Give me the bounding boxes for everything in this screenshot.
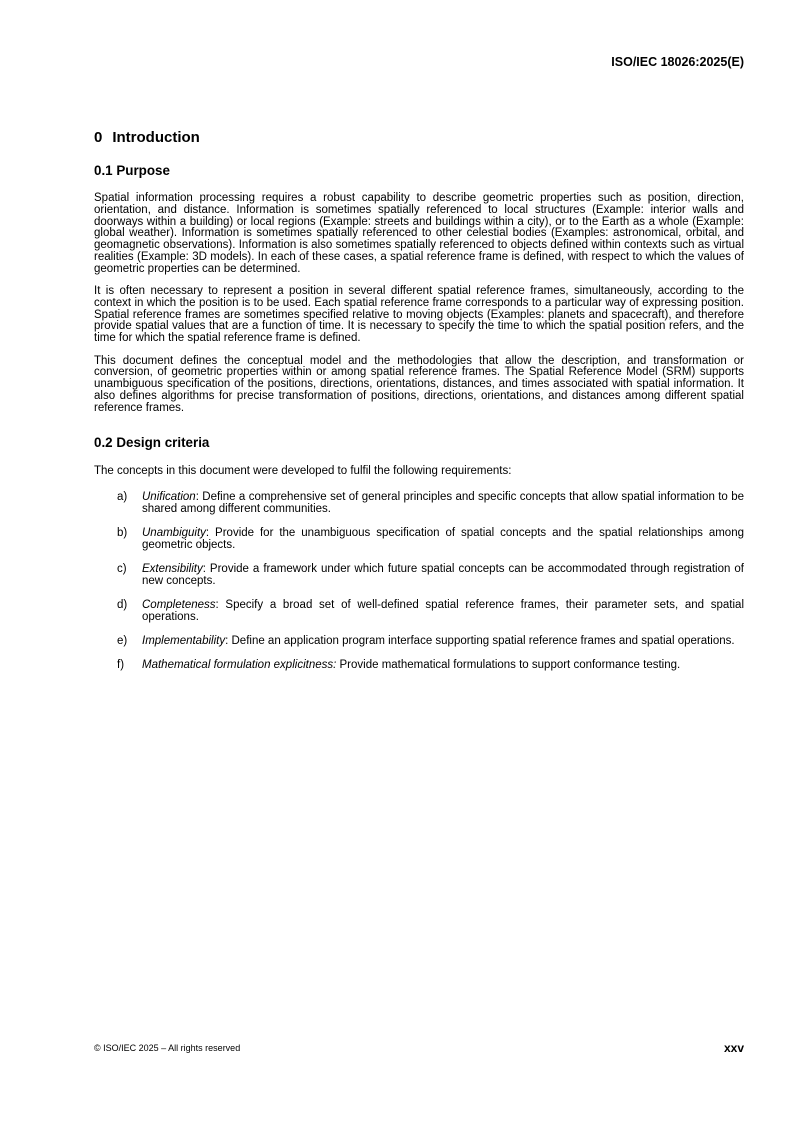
list-item: b) Unambiguity: Provide for the unambiguous specification of spatial concepts and the spatial relationships among geometric objects.	[117, 527, 744, 551]
page-number: xxv	[723, 1041, 744, 1055]
list-marker: c)	[117, 563, 127, 576]
criterion-term: Implementability	[142, 634, 226, 647]
criterion-text: Provide a framework under which future spatial concepts can be accommodated through registration of new concepts.	[142, 563, 744, 587]
criterion-text: Define an application program interface supporting spatial reference frames and spatial operations.	[228, 634, 735, 647]
list-marker: e)	[117, 634, 128, 647]
list-marker: f)	[117, 659, 125, 672]
purpose-paragraph-1: Spatial information processing requires a robust capability to describe geometric properties such as position, direction, orientation, and distance. Information is sometimes spatially referenced to local structures (Example: interior walls and doorways within a building) or local regions (Example: streets and buildings within a city), or to the Earth as a whole (Example: global weather). Information is sometimes spatially referenced to other celestial bodies (Examples: astronomical, orbital, and geomagnetic observations). Information is also sometimes spatially referenced to objects defined within contexts such as virtual realities (Example: 3D models). In each of these cases, a spatial reference frame is defined, with respect to which the values of geometric properties can be determined.	[94, 192, 744, 275]
subsection-title-purpose: 0.1 Purpose	[94, 163, 170, 178]
section-title-text: Introduction	[112, 129, 200, 146]
list-marker: d)	[117, 599, 128, 611]
section-number: 0	[94, 129, 103, 146]
copyright-notice: © ISO/IEC 2025 – All rights reserved	[94, 1043, 241, 1053]
list-item: d) Completeness: Specify a broad set of well-defined spatial reference frames, their parameter sets, and spatial operations.	[117, 599, 744, 623]
design-criteria-list	[94, 492, 744, 672]
design-criteria-intro: The concepts in this document were developed to fulfil the following requirements:	[94, 465, 512, 478]
page-content	[94, 128, 744, 684]
subsection-title-design-criteria: 0.2 Design criteria	[94, 435, 210, 451]
list-marker: a)	[117, 491, 128, 504]
criterion-text: Provide mathematical formulations to support conformance testing.	[336, 659, 681, 672]
purpose-paragraph-2: It is often necessary to represent a position in several different spatial reference frames, simultaneously, according to the context in which the position is to be used. Each spatial reference frame corresponds to a particular way of expressing position. Spatial reference frames are sometimes specified relative to moving objects (Examples: planets and spacecraft), and therefore provide spatial values that are a function of time. It is necessary to specify the time to which the spatial position refers, and the time for which the spatial reference frame is defined.	[94, 285, 744, 345]
criterion-text: Provide for the unambiguous specification of spatial concepts and the spatial relationships among geometric objects.	[142, 527, 744, 551]
list-item: a) Unification: Define a comprehensive set of general principles and specific concepts that allow spatial information to be shared among different communities.	[117, 491, 744, 515]
criterion-text: Define a comprehensive set of general principles and specific concepts that allow spatial information to be shared among different communities.	[142, 491, 744, 515]
document-id: ISO/IEC 18026:2025(E)	[611, 55, 744, 69]
list-item: e) Implementability: Define an application program interface supporting spatial reference frames and spatial operations.	[117, 634, 735, 647]
criterion-term: Unification	[142, 491, 196, 504]
list-item: c) Extensibility: Provide a framework under which future spatial concepts can be accommodated through registration of new concepts.	[117, 563, 744, 587]
section-title-introduction	[94, 128, 744, 148]
criterion-text: Specify a broad set of well-defined spatial reference frames, their parameter sets, and spatial operations.	[142, 599, 744, 623]
list-marker: b)	[117, 527, 128, 540]
purpose-paragraph-3: This document defines the conceptual model and the methodologies that allow the description, and transformation or conversion, of geometric properties within or among spatial reference frames. The Spatial Reference Model (SRM) supports unambiguous specification of the positions, directions, orientations, distances, and times associated with spatial information. It also defines algorithms for precise transformation of positions, directions, orientations, and distances among different spatial reference frames.	[94, 354, 744, 414]
criterion-term: Completeness	[142, 599, 216, 611]
criterion-term: Mathematical formulation explicitness:	[142, 659, 337, 672]
criterion-term: Extensibility	[142, 563, 203, 576]
list-item	[94, 660, 744, 672]
criterion-term: Unambiguity	[142, 527, 206, 540]
